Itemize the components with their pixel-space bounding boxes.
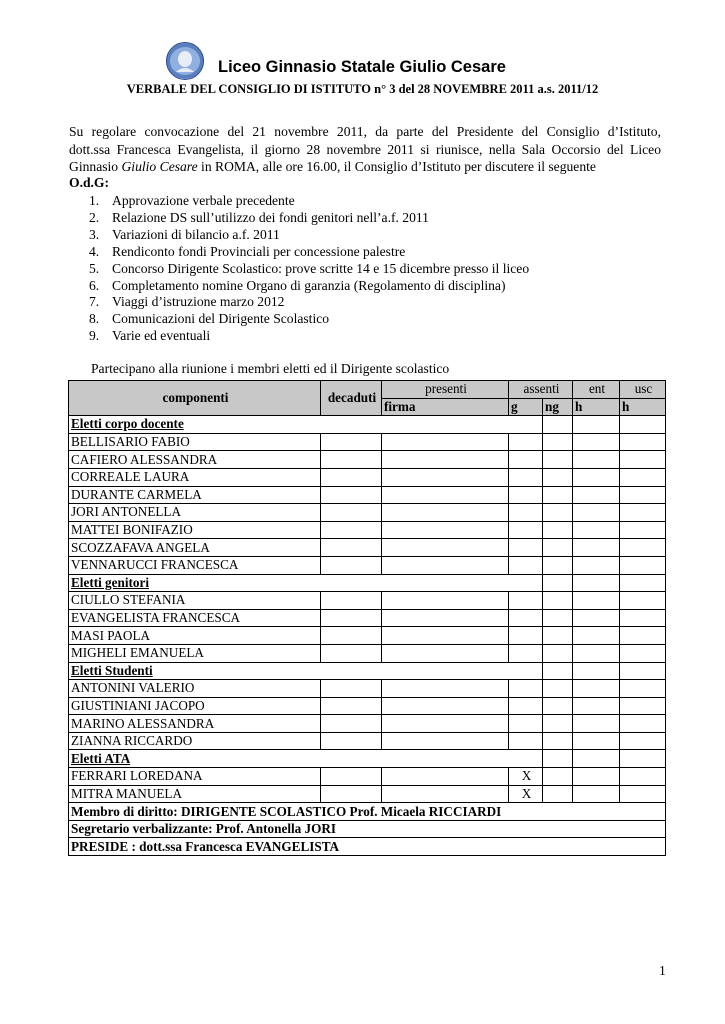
intro-line-1: Su regolare convocazione del 21 novembre 2011, da parte del Presidente del Consiglio d’Istituto,: [69, 124, 661, 139]
assenti-g-cell: [509, 732, 543, 750]
member-name: CORREALE LAURA: [69, 468, 321, 486]
agenda-item-number: 1.: [89, 193, 100, 208]
assenti-g-cell: [509, 486, 543, 504]
decaduti-cell: [321, 785, 382, 803]
assenti-ng-cell: [543, 609, 573, 627]
empty-cell: [620, 574, 666, 592]
school-name-italic: Giulio Cesare: [121, 159, 198, 174]
decaduti-cell: [321, 715, 382, 733]
assenti-g-cell: [509, 592, 543, 610]
member-row: [69, 468, 666, 486]
decaduti-cell: [321, 486, 382, 504]
member-name: MITRA MANUELA: [69, 785, 321, 803]
decaduti-cell: [321, 468, 382, 486]
firma-cell: [382, 504, 509, 522]
assenti-ng-cell: [543, 504, 573, 522]
usc-h-cell: [620, 486, 666, 504]
firma-cell: [382, 627, 509, 645]
member-row: [69, 521, 666, 539]
member-row: [69, 644, 666, 662]
member-name: MATTEI BONIFAZIO: [69, 521, 321, 539]
intro-line-3: [69, 158, 661, 176]
agenda-item-text: Approvazione verbale precedente: [112, 193, 295, 208]
members-table: [68, 380, 666, 856]
section-row: [69, 416, 666, 434]
intro-line-3-end: in ROMA, alle ore 16.00, il Consiglio d’Istituto per discutere il seguente: [197, 159, 596, 174]
member-row: [69, 486, 666, 504]
member-name: FERRARI LOREDANA: [69, 768, 321, 786]
empty-cell: [573, 416, 620, 434]
usc-h-cell: [620, 433, 666, 451]
usc-h-cell: [620, 451, 666, 469]
agenda-item: [69, 244, 529, 261]
header-presenti: presenti: [382, 381, 509, 399]
usc-h-cell: [620, 680, 666, 698]
usc-h-cell: [620, 504, 666, 522]
empty-cell: [543, 416, 573, 434]
ent-h-cell: [573, 556, 620, 574]
member-name: SCOZZAFAVA ANGELA: [69, 539, 321, 557]
decaduti-cell: [321, 680, 382, 698]
member-name: EVANGELISTA FRANCESCA: [69, 609, 321, 627]
usc-h-cell: [620, 627, 666, 645]
assenti-ng-cell: [543, 768, 573, 786]
agenda-item-number: 9.: [89, 328, 100, 344]
assenti-g-cell: [509, 504, 543, 522]
member-row: [69, 556, 666, 574]
agenda-item: [69, 193, 529, 210]
assenti-g-cell: [509, 609, 543, 627]
member-row: [69, 785, 666, 803]
participants-intro: Partecipano alla riunione i membri eletti ed il Dirigente scolastico: [91, 361, 450, 376]
member-name: JORI ANTONELLA: [69, 504, 321, 522]
header-g: g: [509, 398, 543, 416]
member-row: [69, 539, 666, 557]
intro-line-3-start: Ginnasio: [69, 159, 122, 174]
firma-cell: [382, 539, 509, 557]
ent-h-cell: [573, 644, 620, 662]
assenti-g-cell: [509, 697, 543, 715]
firma-cell: [382, 592, 509, 610]
firma-cell: [382, 697, 509, 715]
agenda-item-number: 7.: [89, 294, 100, 310]
ent-h-cell: [573, 486, 620, 504]
assenti-ng-cell: [543, 680, 573, 698]
usc-h-cell: [620, 732, 666, 750]
section-title: Eletti corpo docente: [69, 416, 543, 434]
firma-cell: [382, 680, 509, 698]
decaduti-cell: [321, 556, 382, 574]
assenti-g-cell: [509, 715, 543, 733]
school-logo-icon: [165, 42, 205, 80]
agenda-item-number: 5.: [89, 260, 100, 276]
firma-cell: [382, 486, 509, 504]
firma-cell: [382, 433, 509, 451]
empty-cell: [620, 416, 666, 434]
assenti-ng-cell: [543, 451, 573, 469]
assenti-ng-cell: [543, 468, 573, 486]
usc-h-cell: [620, 697, 666, 715]
member-row: [69, 732, 666, 750]
ent-h-cell: [573, 732, 620, 750]
usc-h-cell: [620, 609, 666, 627]
firma-cell: [382, 732, 509, 750]
footer-row: [69, 838, 666, 856]
intro-paragraph: [69, 123, 661, 158]
agenda-list: [69, 193, 529, 345]
section-row: [69, 750, 666, 768]
header-ent-h: h: [573, 398, 620, 416]
footer-text: PRESIDE : dott.ssa Francesca EVANGELISTA: [69, 838, 666, 856]
ent-h-cell: [573, 680, 620, 698]
usc-h-cell: [620, 785, 666, 803]
decaduti-cell: [321, 504, 382, 522]
assenti-ng-cell: [543, 644, 573, 662]
section-title: Eletti ATA: [69, 750, 543, 768]
firma-cell: [382, 556, 509, 574]
empty-cell: [543, 750, 573, 768]
ent-h-cell: [573, 433, 620, 451]
decaduti-cell: [321, 697, 382, 715]
footer-row: [69, 803, 666, 821]
ent-h-cell: [573, 785, 620, 803]
agenda-item-text: Relazione DS sull’utilizzo dei fondi genitori nell’a.f. 2011: [112, 209, 429, 225]
usc-h-cell: [620, 592, 666, 610]
decaduti-cell: [321, 644, 382, 662]
firma-cell: [382, 644, 509, 662]
firma-cell: [382, 521, 509, 539]
firma-cell: [382, 468, 509, 486]
usc-h-cell: [620, 768, 666, 786]
firma-cell: [382, 768, 509, 786]
firma-cell: [382, 785, 509, 803]
agenda-item-text: Concorso Dirigente Scolastico: prove scritte 14 e 15 dicembre presso il liceo: [112, 260, 530, 276]
ent-h-cell: [573, 768, 620, 786]
header-assenti: assenti: [509, 381, 573, 399]
member-name: CAFIERO ALESSANDRA: [69, 451, 321, 469]
assenti-ng-cell: [543, 697, 573, 715]
agenda-item: [69, 278, 529, 295]
empty-cell: [543, 662, 573, 680]
agenda-item-text: Rendiconto fondi Provinciali per concessione palestre: [112, 243, 406, 259]
assenti-g-cell: X: [509, 785, 543, 803]
member-row: [69, 433, 666, 451]
agenda-item-number: 3.: [89, 226, 100, 242]
usc-h-cell: [620, 556, 666, 574]
member-name: MIGHELI EMANUELA: [69, 644, 321, 662]
empty-cell: [620, 662, 666, 680]
footer-text: Segretario verbalizzante: Prof. Antonella JORI: [69, 820, 666, 838]
agenda-item: [69, 328, 529, 345]
ent-h-cell: [573, 451, 620, 469]
member-name: BELLISARIO FABIO: [69, 433, 321, 451]
agenda-item-text: Completamento nomine Organo di garanzia (Regolamento di disciplina): [112, 277, 506, 293]
ent-h-cell: [573, 539, 620, 557]
empty-cell: [620, 750, 666, 768]
member-name: ANTONINI VALERIO: [69, 680, 321, 698]
ent-h-cell: [573, 609, 620, 627]
decaduti-cell: [321, 768, 382, 786]
usc-h-cell: [620, 644, 666, 662]
assenti-ng-cell: [543, 785, 573, 803]
member-row: [69, 768, 666, 786]
member-name: MARINO ALESSANDRA: [69, 715, 321, 733]
footer-text: Membro di diritto: DIRIGENTE SCOLASTICO Prof. Micaela RICCIARDI: [69, 803, 666, 821]
assenti-ng-cell: [543, 433, 573, 451]
member-row: [69, 715, 666, 733]
member-name: GIUSTINIANI JACOPO: [69, 697, 321, 715]
decaduti-cell: [321, 627, 382, 645]
firma-cell: [382, 609, 509, 627]
member-row: [69, 627, 666, 645]
decaduti-cell: [321, 433, 382, 451]
member-row: [69, 451, 666, 469]
header-firma: firma: [382, 398, 509, 416]
assenti-g-cell: [509, 680, 543, 698]
assenti-g-cell: [509, 451, 543, 469]
agenda-item-text: Viaggi d’istruzione marzo 2012: [112, 294, 285, 310]
section-title: Eletti genitori: [69, 574, 543, 592]
assenti-g-cell: [509, 627, 543, 645]
header-componenti: componenti: [69, 381, 321, 416]
decaduti-cell: [321, 592, 382, 610]
assenti-ng-cell: [543, 715, 573, 733]
member-name: DURANTE CARMELA: [69, 486, 321, 504]
section-row: [69, 574, 666, 592]
ent-h-cell: [573, 468, 620, 486]
footer-row: [69, 820, 666, 838]
section-title: Eletti Studenti: [69, 662, 543, 680]
empty-cell: [543, 574, 573, 592]
assenti-ng-cell: [543, 592, 573, 610]
assenti-ng-cell: [543, 556, 573, 574]
section-row: [69, 662, 666, 680]
assenti-g-cell: [509, 644, 543, 662]
ent-h-cell: [573, 521, 620, 539]
decaduti-cell: [321, 609, 382, 627]
usc-h-cell: [620, 539, 666, 557]
intro-line-2: dott.ssa Francesca Evangelista, il giorno 28 novembre 2011 si riunisce, nella Sala Occorsio del Liceo: [69, 141, 661, 157]
agenda-item: [69, 227, 529, 244]
member-name: CIULLO STEFANIA: [69, 592, 321, 610]
assenti-ng-cell: [543, 627, 573, 645]
agenda-item: [69, 294, 529, 311]
header-ent: ent: [573, 381, 620, 399]
assenti-g-cell: [509, 468, 543, 486]
agenda-item: [69, 261, 529, 278]
header-usc-h: h: [620, 398, 666, 416]
decaduti-cell: [321, 521, 382, 539]
empty-cell: [573, 574, 620, 592]
agenda-item-text: Varie ed eventuali: [112, 328, 211, 344]
usc-h-cell: [620, 468, 666, 486]
ent-h-cell: [573, 697, 620, 715]
usc-h-cell: [620, 521, 666, 539]
agenda-item-number: 2.: [89, 209, 100, 225]
page-number: 1: [659, 963, 666, 978]
member-row: [69, 680, 666, 698]
member-row: [69, 697, 666, 715]
ent-h-cell: [573, 715, 620, 733]
assenti-g-cell: [509, 556, 543, 574]
member-row: [69, 609, 666, 627]
header-usc: usc: [620, 381, 666, 399]
assenti-g-cell: [509, 433, 543, 451]
member-row: [69, 592, 666, 610]
odg-label: O.d.G:: [69, 175, 110, 190]
ent-h-cell: [573, 504, 620, 522]
decaduti-cell: [321, 451, 382, 469]
header-ng: ng: [543, 398, 573, 416]
school-name: Liceo Ginnasio Statale Giulio Cesare: [218, 58, 506, 76]
agenda-item: [69, 311, 529, 328]
assenti-ng-cell: [543, 539, 573, 557]
member-row: [69, 504, 666, 522]
member-name: VENNARUCCI FRANCESCA: [69, 556, 321, 574]
assenti-ng-cell: [543, 732, 573, 750]
agenda-item-number: 4.: [89, 243, 100, 259]
assenti-g-cell: [509, 539, 543, 557]
agenda-item: [69, 210, 529, 227]
member-name: ZIANNA RICCARDO: [69, 732, 321, 750]
decaduti-cell: [321, 732, 382, 750]
assenti-ng-cell: [543, 521, 573, 539]
assenti-ng-cell: [543, 486, 573, 504]
member-name: MASI PAOLA: [69, 627, 321, 645]
header-decaduti: decaduti: [321, 381, 382, 416]
firma-cell: [382, 451, 509, 469]
empty-cell: [573, 662, 620, 680]
assenti-g-cell: X: [509, 768, 543, 786]
decaduti-cell: [321, 539, 382, 557]
empty-cell: [573, 750, 620, 768]
agenda-item-number: 8.: [89, 311, 100, 327]
verbale-title: VERBALE DEL CONSIGLIO DI ISTITUTO n° 3 del 28 NOVEMBRE 2011 a.s. 2011/12: [126, 82, 599, 96]
agenda-item-text: Variazioni di bilancio a.f. 2011: [112, 226, 280, 242]
firma-cell: [382, 715, 509, 733]
assenti-g-cell: [509, 521, 543, 539]
agenda-item-number: 6.: [89, 277, 100, 293]
usc-h-cell: [620, 715, 666, 733]
ent-h-cell: [573, 627, 620, 645]
agenda-item-text: Comunicazioni del Dirigente Scolastico: [112, 311, 330, 327]
ent-h-cell: [573, 592, 620, 610]
